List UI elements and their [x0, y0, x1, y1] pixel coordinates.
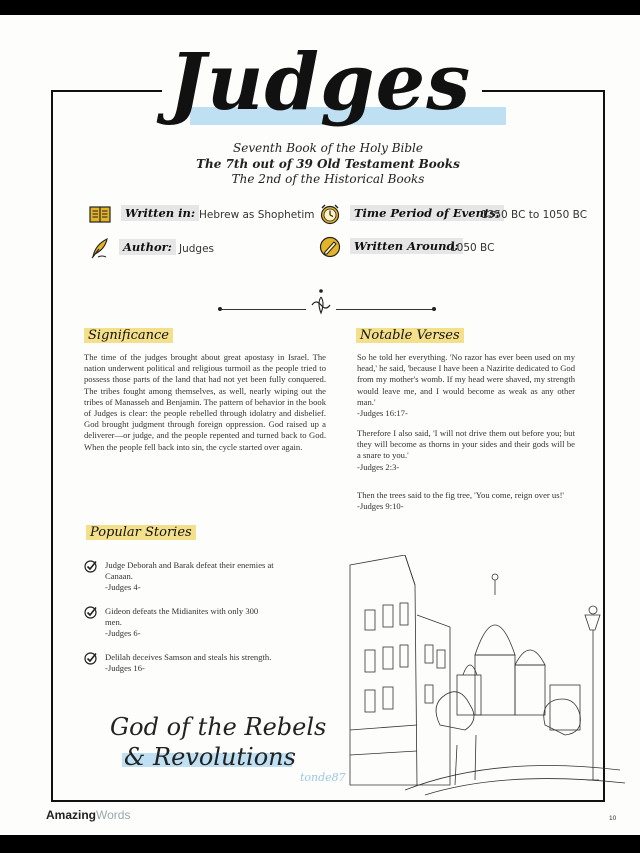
- pencil-icon: [319, 236, 341, 258]
- time-period-value: 1350 BC to 1050 BC: [481, 209, 588, 221]
- author-label: Author:: [119, 240, 176, 254]
- story-1-text: Judge Deborah and Barak defeat their enemies at Canaan. -Judges 4-: [105, 560, 274, 593]
- verse-2: [357, 428, 575, 473]
- verse-1-ref: -Judges 16:17-: [357, 408, 408, 419]
- notable-verses-heading: Notable Verses: [356, 328, 464, 343]
- time-period-label: Time Period of Events:: [350, 206, 504, 220]
- written-in-value: Hebrew as Shophetim: [199, 209, 315, 221]
- checkmark-icon: [84, 560, 97, 573]
- subtitle-line-1: Seventh Book of the Holy Bible: [233, 141, 423, 155]
- written-around-label: Written Around:: [350, 239, 463, 253]
- popular-stories-heading: Popular Stories: [86, 525, 196, 540]
- verse-3: [357, 490, 575, 512]
- author-value: Judges: [179, 243, 215, 255]
- verse-2-text: Therefore I also said, 'I will not drive them out before you; but they will become as thorns in your sides and their gods will be a snare to you.': [357, 428, 575, 461]
- checkmark-icon: [84, 606, 97, 619]
- magazine-page: [0, 15, 640, 835]
- verse-3-text: Then the trees said to the fig tree, 'You come, reign over us!': [357, 490, 564, 500]
- street-sketch-illustration: [345, 555, 630, 800]
- tagline-line-1: God of the Rebels: [110, 713, 327, 741]
- verse-3-ref: -Judges 9:10-: [357, 501, 404, 512]
- tagline-line-2: & Revolutions: [124, 743, 296, 771]
- divider-left: [222, 309, 306, 310]
- written-around-value: 1050 BC: [450, 242, 495, 254]
- checkmark-icon: [84, 652, 97, 665]
- subtitle-line-3: The 2nd of the Historical Books: [231, 172, 425, 186]
- clock-icon: [319, 203, 341, 225]
- ornament-icon: [308, 287, 334, 317]
- verse-1-text: So he told her everything. 'No razor has ever been used on my head,' he said, 'because I have been a Nazirite dedicated to God from my mother's womb. If my head were shaved, my strength would leave me, and I would become as weak as any other man.': [357, 352, 575, 407]
- page-number: 10: [609, 815, 617, 822]
- significance-heading: Significance: [84, 328, 173, 343]
- divider-dot-right: [432, 307, 436, 311]
- book-icon: [89, 203, 111, 225]
- quill-icon: [89, 237, 111, 259]
- divider-right: [336, 309, 432, 310]
- verse-2-ref: -Judges 2:3-: [357, 461, 400, 472]
- brand-logo: AmazingWords: [46, 808, 131, 822]
- signature: tonde87: [300, 771, 346, 784]
- story-2-text: Gideon defeats the Midianites with only 300 men. -Judges 6-: [105, 606, 259, 639]
- page-title: Judges: [168, 37, 472, 128]
- written-in-label: Written in:: [121, 206, 199, 220]
- significance-text: The time of the judges brought about great apostasy in Israel. The nation underwent political and religious turmoil as the people tried to possess those parts of the land that had not yet been fully conquered. The tribes fought among themselves, as well, nearly wiping out the tribes of Manasseh and Benjamin. The pattern of behavior in the book of Judges is clear: the people rebelled through idolatry and disbelief. God brought judgment through foreign oppression. God raised up a deliverer—or judge, and the people repented and turned back to God. When the people fell back into sin, the cycle started over again.: [84, 352, 326, 452]
- subtitle-line-2: The 7th out of 39 Old Testament Books: [196, 157, 460, 171]
- story-3-text: Delilah deceives Samson and steals his strength. -Judges 16-: [105, 652, 272, 674]
- verse-1: [357, 352, 575, 419]
